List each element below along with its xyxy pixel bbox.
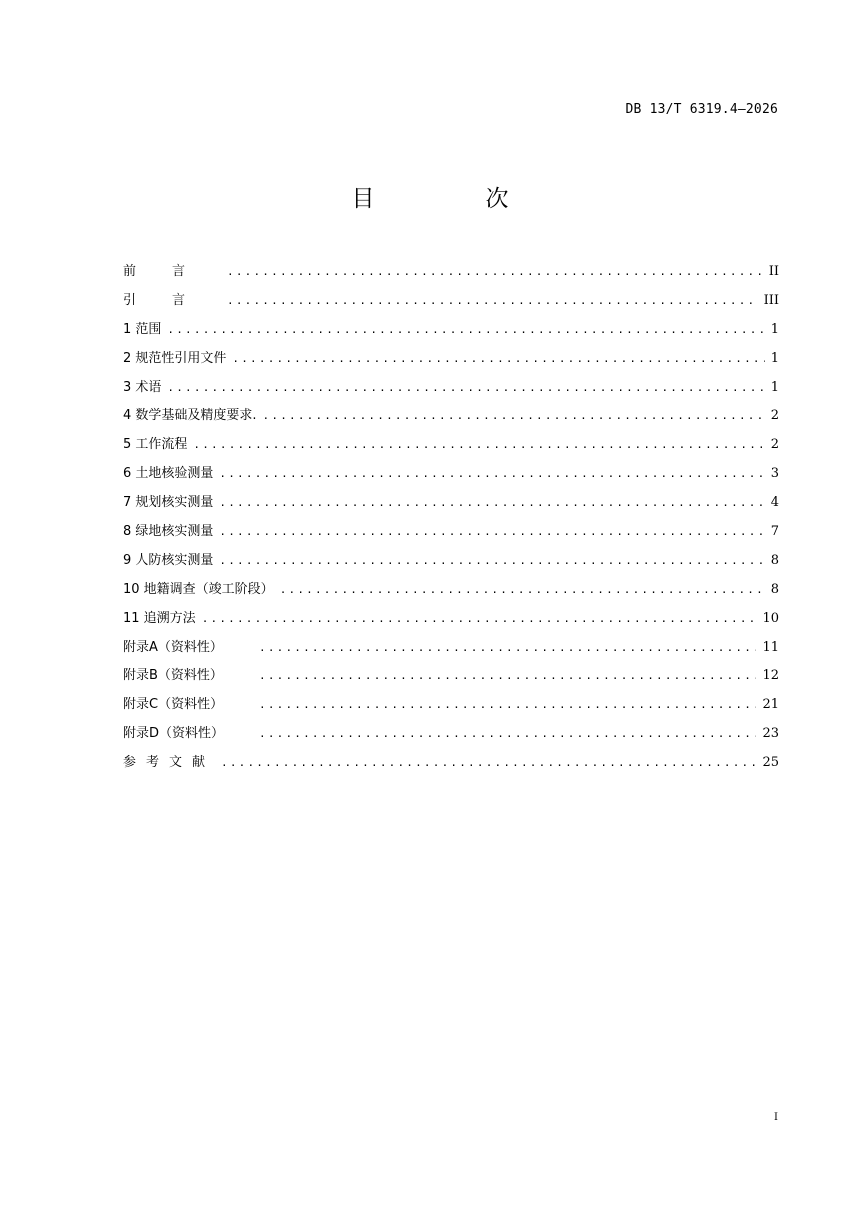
document-code: DB 13/T 6319.4—2026 bbox=[625, 102, 778, 117]
toc-entry-label: 8 绿地核实测量 bbox=[123, 524, 214, 540]
toc-entry-label: 10 地籍调查（竣工阶段） bbox=[123, 581, 274, 597]
toc-entry-label: 11 追溯方法 bbox=[123, 610, 196, 626]
toc-entry-appendix-a[interactable] bbox=[123, 634, 779, 663]
toc-entry-label: 1 范围 bbox=[123, 321, 162, 337]
toc-entry-page: 1 bbox=[770, 321, 779, 337]
toc-entry-workflow[interactable] bbox=[123, 431, 779, 460]
toc-entry-label: 引言 bbox=[123, 292, 222, 308]
toc-entry-label: 9 人防核实测量 bbox=[123, 552, 214, 568]
toc-entry-label: 4 数学基础及精度要求. bbox=[123, 408, 257, 424]
toc-entry-label: 附录A（资料性） bbox=[123, 639, 223, 655]
toc-entry-page: 12 bbox=[762, 668, 779, 684]
toc-leader-dots bbox=[259, 720, 756, 749]
toc-entry-land-survey[interactable] bbox=[123, 460, 779, 489]
toc-leader-dots bbox=[280, 576, 765, 605]
toc-leader-dots bbox=[259, 691, 756, 720]
toc-entry-page: 2 bbox=[770, 408, 779, 424]
toc-leader-dots bbox=[227, 287, 758, 316]
toc-leader-dots bbox=[167, 374, 764, 403]
toc-entry-green-survey[interactable] bbox=[123, 518, 779, 547]
toc-entry-page: 3 bbox=[770, 466, 779, 482]
toc-leader-dots bbox=[219, 460, 764, 489]
toc-entry-page: 8 bbox=[770, 552, 779, 568]
toc-leader-dots bbox=[219, 489, 764, 518]
toc-entry-label: 3 术语 bbox=[123, 379, 162, 395]
page-number: I bbox=[774, 1112, 778, 1123]
toc-entry-civil-defense-survey[interactable] bbox=[123, 547, 779, 576]
toc-entry-label: 5 工作流程 bbox=[123, 437, 188, 453]
toc-entry-page: 25 bbox=[762, 755, 779, 771]
toc-leader-dots bbox=[263, 402, 765, 431]
toc-entry-label: 参考文献 bbox=[123, 755, 216, 771]
toc-entry-traceability[interactable] bbox=[123, 605, 779, 634]
toc-entry-cadastral-survey[interactable] bbox=[123, 576, 779, 605]
toc-leader-dots bbox=[227, 258, 763, 287]
toc-entry-appendix-b[interactable] bbox=[123, 662, 779, 691]
toc-entry-normative-references[interactable] bbox=[123, 345, 779, 374]
toc-entry-label: 6 土地核验测量 bbox=[123, 466, 214, 482]
toc-entry-appendix-d[interactable] bbox=[123, 720, 779, 749]
toc-leader-dots bbox=[232, 345, 764, 374]
toc-entry-page: 21 bbox=[762, 697, 779, 713]
toc-entry-page: 11 bbox=[762, 639, 779, 655]
toc-entry-scope[interactable] bbox=[123, 316, 779, 345]
toc-entry-page: II bbox=[768, 264, 779, 279]
toc-entry-foreword[interactable] bbox=[123, 258, 779, 287]
toc-entry-label: 附录B（资料性） bbox=[123, 668, 223, 684]
table-of-contents bbox=[123, 258, 779, 778]
toc-entry-page: 23 bbox=[762, 726, 779, 742]
toc-leader-dots bbox=[219, 518, 764, 547]
toc-entry-page: 1 bbox=[770, 350, 779, 366]
toc-leader-dots bbox=[221, 749, 756, 778]
toc-leader-dots bbox=[259, 634, 756, 663]
toc-entry-terms[interactable] bbox=[123, 374, 779, 403]
toc-entry-math-basis[interactable] bbox=[123, 402, 779, 431]
toc-entry-page: 8 bbox=[770, 581, 779, 597]
toc-entry-label: 7 规划核实测量 bbox=[123, 495, 214, 511]
toc-entry-page: 10 bbox=[762, 610, 779, 626]
toc-entry-label: 附录C（资料性） bbox=[123, 697, 224, 713]
toc-leader-dots bbox=[193, 431, 764, 460]
toc-entry-appendix-c[interactable] bbox=[123, 691, 779, 720]
toc-leader-dots bbox=[219, 547, 764, 576]
toc-leader-dots bbox=[259, 662, 756, 691]
toc-entry-planning-survey[interactable] bbox=[123, 489, 779, 518]
toc-entry-page: 7 bbox=[770, 524, 779, 540]
toc-entry-label: 2 规范性引用文件 bbox=[123, 350, 227, 366]
toc-entry-label: 前言 bbox=[123, 264, 222, 279]
page-title: 目 次 bbox=[351, 186, 553, 212]
toc-entry-page: III bbox=[763, 292, 779, 308]
toc-entry-page: 2 bbox=[770, 437, 779, 453]
toc-leader-dots bbox=[167, 316, 764, 345]
toc-entry-page: 1 bbox=[770, 379, 779, 395]
toc-entry-page: 4 bbox=[770, 495, 779, 511]
toc-entry-label: 附录D（资料性） bbox=[123, 726, 225, 742]
toc-leader-dots bbox=[202, 605, 757, 634]
toc-entry-introduction[interactable] bbox=[123, 287, 779, 316]
toc-entry-bibliography[interactable] bbox=[123, 749, 779, 778]
